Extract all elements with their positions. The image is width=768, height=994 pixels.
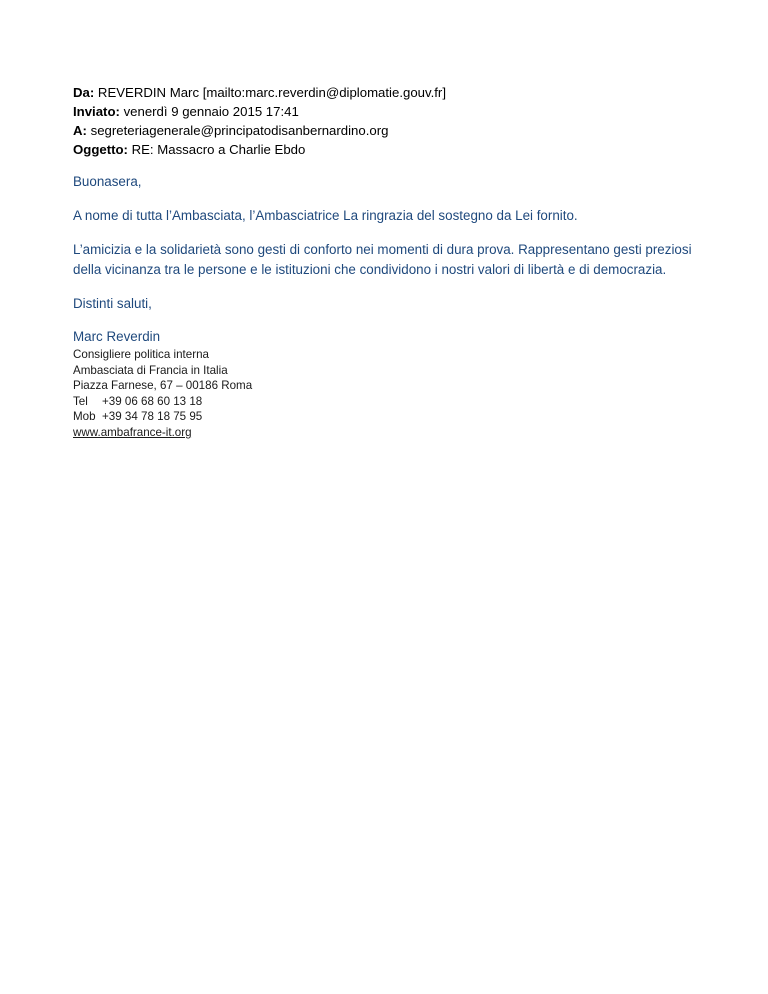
- from-value: REVERDIN Marc [mailto:marc.reverdin@diplomatie.gouv.fr]: [97, 85, 446, 100]
- body-paragraph-2: L’amicizia e la solidarietà sono gesti di conforto nei momenti di dura prova. Rappresentano gesti preziosi della vicinanza tra le persone e le istituzioni che condividono i nostri valori di libertà e di democrazia.: [73, 242, 692, 277]
- signature-block: [73, 347, 713, 441]
- signature-address: Piazza Farnese, 67 – 00186 Roma: [73, 379, 253, 393]
- website-link[interactable]: www.ambafrance-it.org: [73, 425, 192, 439]
- greeting: Buonasera,: [73, 174, 142, 189]
- from-label: Da:: [73, 85, 95, 100]
- sent-label: Inviato:: [73, 104, 120, 119]
- email-document: [73, 83, 713, 441]
- signature-tel-line: [73, 394, 713, 410]
- mob-label: Mob: [73, 410, 96, 424]
- from-line: [73, 83, 713, 102]
- signature-organization: Ambasciata di Francia in Italia: [73, 363, 228, 377]
- mob-value: +39 34 78 18 75 95: [102, 410, 203, 424]
- signature-title: Consigliere politica interna: [73, 348, 209, 361]
- to-line: [73, 121, 713, 140]
- tel-value: +39 06 68 60 13 18: [102, 394, 203, 408]
- tel-label: Tel: [73, 394, 88, 408]
- sent-value: venerdì 9 gennaio 2015 17:41: [123, 104, 299, 119]
- subject-value: RE: Massacro a Charlie Ebdo: [131, 142, 306, 157]
- to-label: A:: [73, 123, 87, 138]
- sent-line: [73, 102, 713, 121]
- body-paragraph-1: A nome di tutta l’Ambasciata, l’Ambasciatrice La ringrazia del sostegno da Lei fornito.: [73, 208, 578, 223]
- signature-mob-line: [73, 409, 713, 425]
- subject-label: Oggetto:: [73, 142, 128, 157]
- to-value: segreteriagenerale@principatodisanbernardino.org: [90, 123, 389, 138]
- signature-website-line: [73, 425, 713, 441]
- signature-name: Marc Reverdin: [73, 329, 161, 344]
- closing: Distinti saluti,: [73, 296, 152, 311]
- email-header: [73, 83, 713, 159]
- subject-line: [73, 140, 713, 159]
